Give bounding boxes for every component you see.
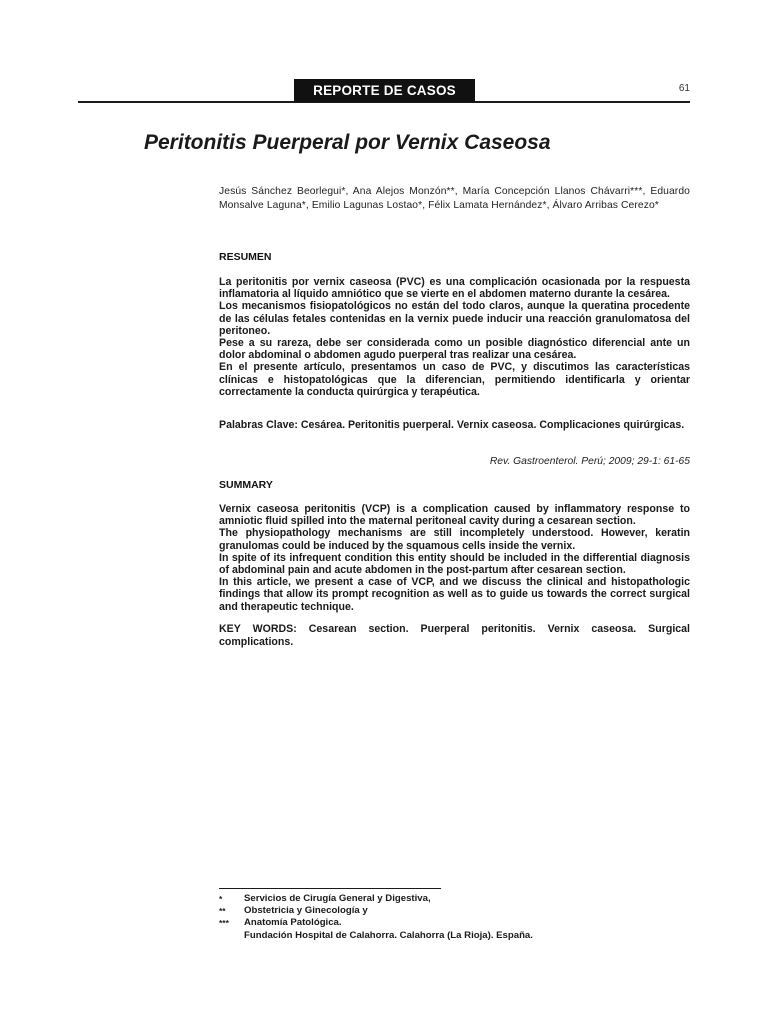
resumen-paragraph: La peritonitis por vernix caseosa (PVC) es una complicación ocasionada por la respuesta inflamatoria al líquido amniótico que se vierte en el abdomen materno durante la cesárea. [219, 276, 690, 301]
resumen-heading: RESUMEN [219, 251, 272, 263]
summary-body [219, 503, 690, 613]
resumen-keywords: Palabras Clave: Cesárea. Peritonitis puerperal. Vernix caseosa. Complicaciones quirúrgicas. [219, 419, 685, 431]
footnote-mark: ** [219, 906, 226, 917]
footnote-text: Obstetricia y Ginecología y [244, 905, 368, 917]
summary-paragraph: Vernix caseosa peritonitis (VCP) is a complication caused by inflammatory response to amniotic fluid spilled into the maternal peritoneal cavity during a cesarean section. [219, 503, 690, 528]
journal-citation: Rev. Gastroenterol. Perú; 2009; 29-1: 61-65 [489, 456, 690, 467]
summary-paragraph: In this article, we present a case of VCP, and we discuss the clinical and histopathologic findings that allow its prompt recognition as well as to guide us towards the correct surgical and therapeutic technique. [219, 576, 690, 613]
section-tag: REPORTE DE CASOS [294, 79, 475, 102]
resumen-paragraph: En el presente artículo, presentamos un caso de PVC, y discutimos las características clínicas e histopatológicas que la diferencian, permitiendo identificarla y orientar correctamente la conducta quirúrgica y terapéutica. [219, 361, 690, 398]
footnote [219, 930, 533, 942]
summary-heading: SUMMARY [219, 479, 273, 491]
footnotes [219, 893, 533, 942]
footnote-mark: * [219, 894, 223, 904]
footnote-mark [219, 930, 244, 942]
footnote-text: Anatomía Patológica. [244, 917, 342, 929]
resumen-body [219, 276, 690, 398]
resumen-paragraph: Los mecanismos fisiopatológicos no están del todo claros, aunque la queratina procedente de las células fetales contenidas en la vernix puede inducir una reacción granulomatosa del peritoneo. [219, 300, 690, 337]
footnote-text: Servicios de Cirugía General y Digestiva, [244, 893, 431, 904]
summary-keywords: KEY WORDS: Cesarean section. Puerperal peritonitis. Vernix caseosa. Surgical complications. [219, 623, 690, 648]
article-title: Peritonitis Puerperal por Vernix Caseosa [144, 131, 551, 154]
page-number: 61 [678, 83, 690, 94]
footnote [219, 893, 533, 905]
resumen-paragraph: Pese a su rareza, debe ser considerada como un posible diagnóstico diferencial ante un dolor abdominal o abdomen agudo puerperal tras realizar una cesárea. [219, 337, 690, 362]
summary-paragraph: The physiopathology mechanisms are still incompletely understood. However, keratin granulomas could be induced by the squamous cells inside the vernix. [219, 527, 690, 552]
footnote [219, 905, 533, 917]
footnote-text: Fundación Hospital de Calahorra. Calahorra (La Rioja). España. [244, 929, 533, 941]
author-list: Jesús Sánchez Beorlegui*, Ana Alejos Monzón**, María Concepción Llanos Chávarri***, Eduardo Monsalve Laguna*, Emilio Lagunas Lostao*, Félix Lamata Hernández*, Álvaro Arribas Cerezo* [219, 186, 690, 212]
summary-paragraph: In spite of its infrequent condition this entity should be included in the differential diagnosis of abdominal pain and acute abdomen in the post-partum after cesarean section. [219, 551, 690, 577]
footnote-rule [219, 888, 441, 889]
footnote-mark: *** [219, 918, 229, 929]
footnote [219, 917, 533, 929]
